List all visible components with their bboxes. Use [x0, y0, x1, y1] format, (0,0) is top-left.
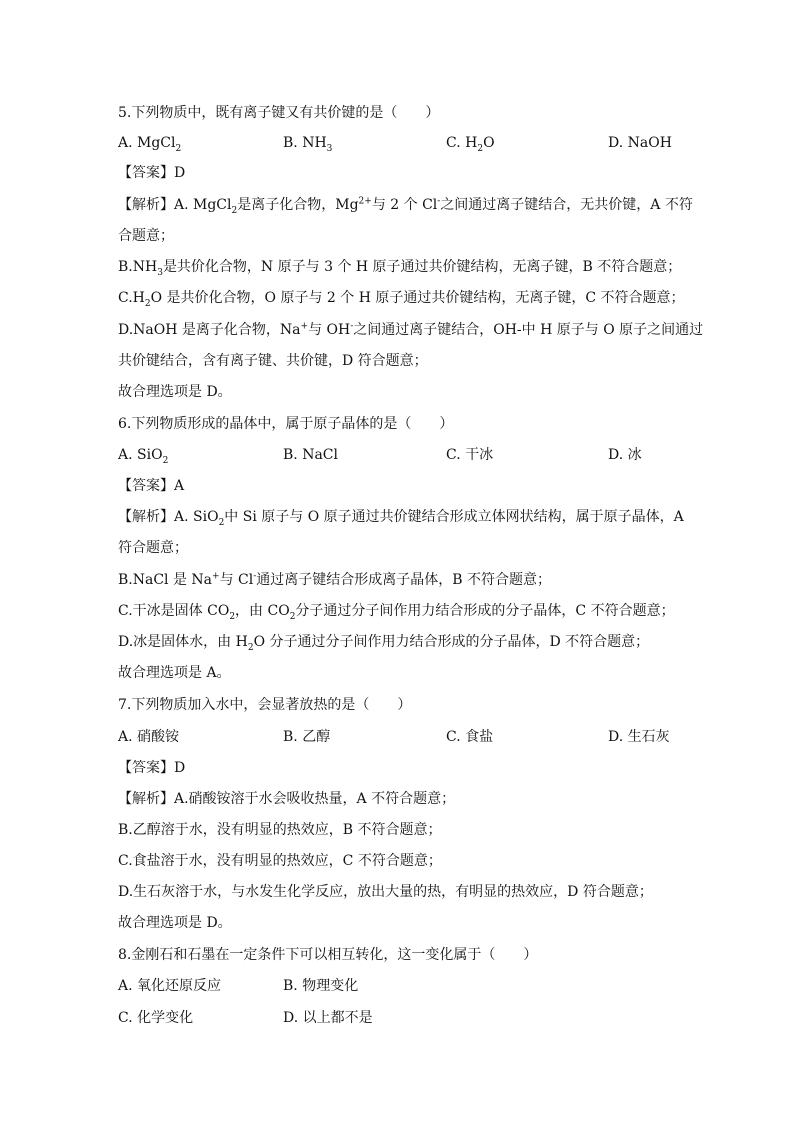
q5-explanation-3: $C.H_2O$ 是共价化合物，O 原子与 2 个 H 原子通过共价键结构，无离子键，C 不符合题意；: [118, 290, 685, 309]
q7-explanation-2: B.乙醇溶于水，没有明显的热效应，B 不符合题意；: [118, 822, 442, 838]
q6-explanation-1: 【解析】A. SiO$_2$中 Si 原子与 O 原子通过共价键结合形成立体网状结构，属于原子晶体，A: [118, 509, 684, 528]
q8-option-d: D. 以上都不是: [283, 1010, 373, 1026]
q5-answer: 【答案】D: [118, 165, 186, 181]
q6-explanation-3: C.干冰是固体 $CO_2$，由 $CO_2$分子通过分子间作用力结合形成的分子晶体，C 不符合题意；: [118, 603, 675, 622]
q6-option-a: A. SiO$_2$: [118, 447, 169, 466]
q7-explanation-3: C.食盐溶于水，没有明显的热效应，C 不符合题意；: [118, 853, 442, 869]
q6-stem: 6.下列物质形成的晶体中，属于原子晶体的是（ ）: [118, 416, 454, 432]
q7-stem: 7.下列物质加入水中，会显著放热的是（ ）: [118, 697, 412, 713]
q6-explanation-1b: 符合题意；: [118, 540, 188, 556]
q6-option-c: C. 干冰: [446, 447, 494, 463]
q6-option-b: B. NaCl: [283, 447, 338, 463]
q7-option-d: D. 生石灰: [608, 729, 670, 745]
q5-explanation-1b: 合题意；: [118, 228, 174, 244]
q7-option-c: C. 食盐: [446, 729, 494, 745]
q5-option-a: A. MgCl$_2$: [118, 135, 182, 154]
q6-explanation-4: D.冰是固体水，由 $H_2O$ 分子通过分子间作用力结合形成的分子晶体，D 不符合题意；: [118, 634, 650, 653]
q7-explanation-1: 【解析】A.硝酸铵溶于水会吸收热量，A 不符合题意；: [118, 791, 456, 807]
q7-conclusion: 故合理选项是 D。: [118, 915, 232, 931]
q6-conclusion: 故合理选项是 A。: [118, 665, 231, 681]
q7-option-a: A. 硝酸铵: [118, 729, 180, 745]
q6-answer: 【答案】A: [118, 478, 185, 494]
q7-explanation-4: D.生石灰溶于水，与水发生化学反应，放出大量的热，有明显的热效应，D 符合题意；: [118, 884, 653, 900]
q5-conclusion: 故合理选项是 D。: [118, 384, 232, 400]
q7-option-b: B. 乙醇: [283, 729, 331, 745]
q6-option-d: D. 冰: [608, 447, 642, 463]
q8-option-c: C. 化学变化: [118, 1010, 194, 1026]
q5-option-b: B. $NH_3$: [283, 135, 333, 154]
q5-option-d: D. NaOH: [608, 135, 672, 151]
q5-explanation-4: D.NaOH 是离子化合物，Na+与 OH-之间通过离子键结合，OH-中 H 原子与 O 原子之间通过: [118, 321, 704, 338]
q8-option-a: A. 氧化还原反应: [118, 978, 222, 994]
q5-explanation-1: 【解析】A. MgCl$_2$是离子化合物，$Mg^{2+}$与 2 个 Cl-之间通过离子键结合，无共价键，A 不符: [118, 196, 693, 216]
q5-explanation-4b: 共价键结合，含有离子键、共价键，D 符合题意；: [118, 353, 428, 369]
q6-explanation-2: B.NaCl 是 Na+与 Cl-通过离子键结合形成离子晶体，B 不符合题意；: [118, 571, 552, 588]
q5-explanation-2: $B.NH_3$是共价化合物，N 原子与 3 个 H 原子通过共价键结构，无离子键，B 不符合题意；: [118, 259, 682, 278]
q8-option-b: B. 物理变化: [283, 978, 359, 994]
q5-option-c: C. $H_2O$: [446, 135, 495, 154]
q8-stem: 8.金刚石和石墨在一定条件下可以相互转化，这一变化属于（ ）: [118, 947, 538, 963]
q7-answer: 【答案】D: [118, 760, 186, 776]
q5-stem: 5.下列物质中，既有离子键又有共价键的是（ ）: [118, 105, 440, 121]
